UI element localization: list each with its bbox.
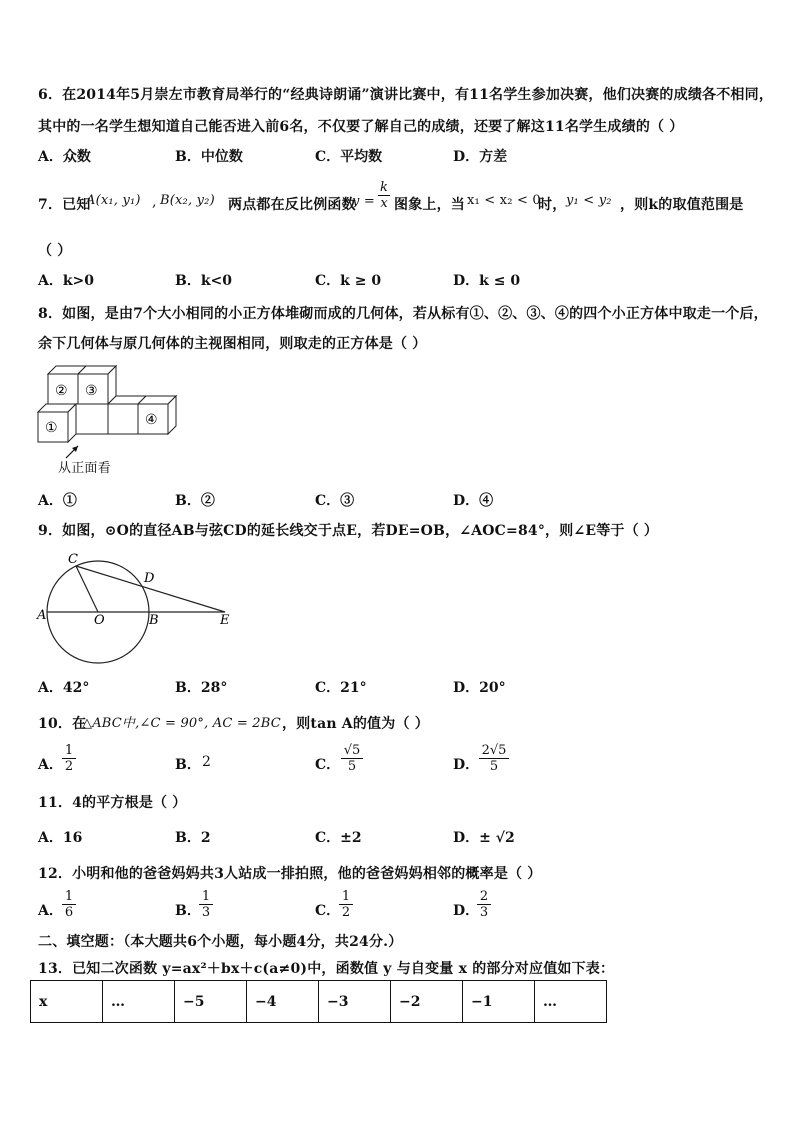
q9-label-c: C	[68, 552, 78, 567]
q9-label-a: A	[37, 608, 47, 623]
q11-line1: 11．4的平方根是（ ）	[38, 795, 187, 811]
table-cell: −5	[175, 981, 247, 1023]
q7-prefix: 7．已知	[38, 197, 91, 213]
q8-line2: 余下几何体与原几何体的主视图相同，则取走的正方体是（ ）	[38, 336, 427, 352]
q8-line1: 8．如图，是由7个大小相同的小正方体堆砌而成的几何体，若从标有①、②、③、④的四个小正方体中取走一个后，	[38, 306, 768, 322]
q8-fig-caption: 从正面看	[58, 461, 111, 476]
q7-fraction-den: x	[380, 196, 388, 211]
q6-option-c: C．平均数	[315, 149, 383, 165]
q10-option-a-fraction	[62, 743, 76, 774]
q9-label-b: B	[149, 613, 159, 628]
q7-after-func: 图象上，当	[394, 197, 465, 213]
q12-option-a-label: A．	[38, 903, 63, 919]
q12-option-b-den: 3	[201, 905, 211, 920]
q9-option-a: A．42°	[38, 680, 90, 696]
q7-fraction	[378, 180, 390, 211]
table-cell: −2	[391, 981, 463, 1023]
q10-option-c-fraction	[341, 743, 363, 774]
q6-option-a: A．众数	[38, 149, 91, 165]
q10-option-c-label: C．	[315, 757, 341, 773]
q7-point-a: A(x₁, y₁)	[86, 193, 141, 208]
q12-option-c-den: 2	[341, 905, 351, 920]
q12-option-d-label: D．	[453, 903, 480, 919]
q7-comma: 时，	[538, 197, 567, 213]
q12-option-d-num: 2	[477, 889, 491, 905]
q11-option-b: B．2	[175, 830, 211, 846]
q12-option-b-fraction	[199, 889, 213, 920]
q12-option-a-fraction	[62, 889, 76, 920]
q9-circle-figure	[30, 548, 240, 680]
q12-option-c-label: C．	[315, 903, 341, 919]
q10-expr: △ABC中,∠C = 90°, AC = 2BC	[82, 716, 281, 731]
q9-radius-oc	[76, 566, 98, 612]
table-row	[31, 981, 607, 1023]
q7-point-b: B(x₂, y₂)	[160, 193, 215, 208]
q12-option-b-num: 1	[199, 889, 213, 905]
q9-option-d: D．20°	[453, 680, 506, 696]
q10-option-d-num: 2√5	[479, 743, 509, 759]
q11-option-d: D．± √2	[453, 830, 515, 846]
table-cell: …	[103, 981, 175, 1023]
q9-option-c: C．21°	[315, 680, 367, 696]
q7-option-a: A．k>0	[38, 273, 95, 289]
q10-option-c-den: 5	[347, 759, 357, 774]
q7-tail: ，则k的取值范围是	[620, 197, 744, 213]
q11-option-a: A．16	[38, 830, 83, 846]
q12-option-d-fraction	[477, 889, 491, 920]
q6-line1: 6．在2014年5月崇左市教育局举行的“经典诗朗诵”演讲比赛中，有11名学生参加决赛，他们决赛的成绩各不相同，	[38, 87, 774, 103]
q9-line1: 9．如图，⊙O的直径AB与弦CD的延长线交于点E，若DE=OB，∠AOC=84°，则∠E等于（ ）	[38, 523, 659, 539]
q6-option-d: D．方差	[453, 149, 508, 165]
q12-line1: 12．小明和他的爸爸妈妈共3人站成一排拍照，他的爸爸妈妈相邻的概率是（ ）	[38, 866, 542, 882]
q9-label-o: O	[94, 613, 105, 628]
table-cell: −4	[247, 981, 319, 1023]
q7-option-b: B．k<0	[175, 273, 233, 289]
q10-tail: ，则tan A的值为（ ）	[282, 716, 429, 732]
q10-option-a-num: 1	[62, 743, 76, 759]
q12-option-d-den: 3	[479, 905, 489, 920]
q12-option-b-label: B．	[175, 903, 201, 919]
q10-option-a-den: 2	[64, 759, 74, 774]
q10-option-b-label: B．	[175, 757, 201, 773]
q7-cond2: y₁ < y₂	[566, 193, 612, 208]
q13-value-table	[30, 980, 607, 1023]
q7-bracket: （ ）	[38, 243, 72, 259]
table-cell: −3	[319, 981, 391, 1023]
q8-option-a: A．①	[38, 493, 77, 509]
table-cell: x	[31, 981, 103, 1023]
q9-option-b: B．28°	[175, 680, 228, 696]
q7-option-d: D．k ≤ 0	[453, 273, 521, 289]
q12-option-a-den: 6	[64, 905, 74, 920]
q11-option-c: C．±2	[315, 830, 362, 846]
q12-option-a-num: 1	[62, 889, 76, 905]
q8-option-b: B．②	[175, 493, 215, 509]
q10-option-b-text: 2	[202, 754, 211, 770]
section2-title: 二、填空题：（本大题共6个小题，每小题4分，共24分.）	[38, 934, 403, 950]
q7-fraction-num: k	[378, 180, 390, 196]
q10-option-d-label: D．	[453, 757, 480, 773]
table-cell: −1	[463, 981, 535, 1023]
q9-label-e: E	[220, 613, 230, 628]
q10-option-c-num: √5	[341, 743, 363, 759]
q12-option-c-num: 1	[339, 889, 353, 905]
q12-option-c-fraction	[339, 889, 353, 920]
table-cell: …	[535, 981, 607, 1023]
q8-label-2: ②	[55, 383, 68, 399]
q8-option-d: D．④	[453, 493, 494, 509]
q8-option-c: C．③	[315, 493, 355, 509]
q10-prefix: 10．在	[38, 716, 87, 732]
q7-option-c: C．k ≥ 0	[315, 273, 382, 289]
q9-label-d: D	[144, 571, 155, 586]
q7-cond1: x₁ < x₂ < 0	[467, 193, 541, 208]
q8-label-3: ③	[85, 383, 98, 399]
q7-mid: 两点都在反比例函数	[228, 197, 356, 213]
q7-func-y: y =	[352, 194, 375, 209]
q6-option-b: B．中位数	[175, 149, 243, 165]
q10-option-d-fraction	[479, 743, 509, 774]
q13-line1: 13．已知二次函数 y=ax²＋bx＋c(a≠0)中，函数值 y 与自变量 x 的部分对应值如下表：	[38, 961, 615, 977]
q8-label-4: ④	[145, 412, 158, 428]
q10-option-a-label: A．	[38, 757, 63, 773]
q10-option-d-den: 5	[489, 759, 499, 774]
q8-label-1: ①	[45, 420, 58, 436]
q6-line2: 其中的一名学生想知道自己能否进入前6名，不仅要了解自己的成绩，还要了解这11名学生成绩的（ ）	[38, 119, 684, 135]
